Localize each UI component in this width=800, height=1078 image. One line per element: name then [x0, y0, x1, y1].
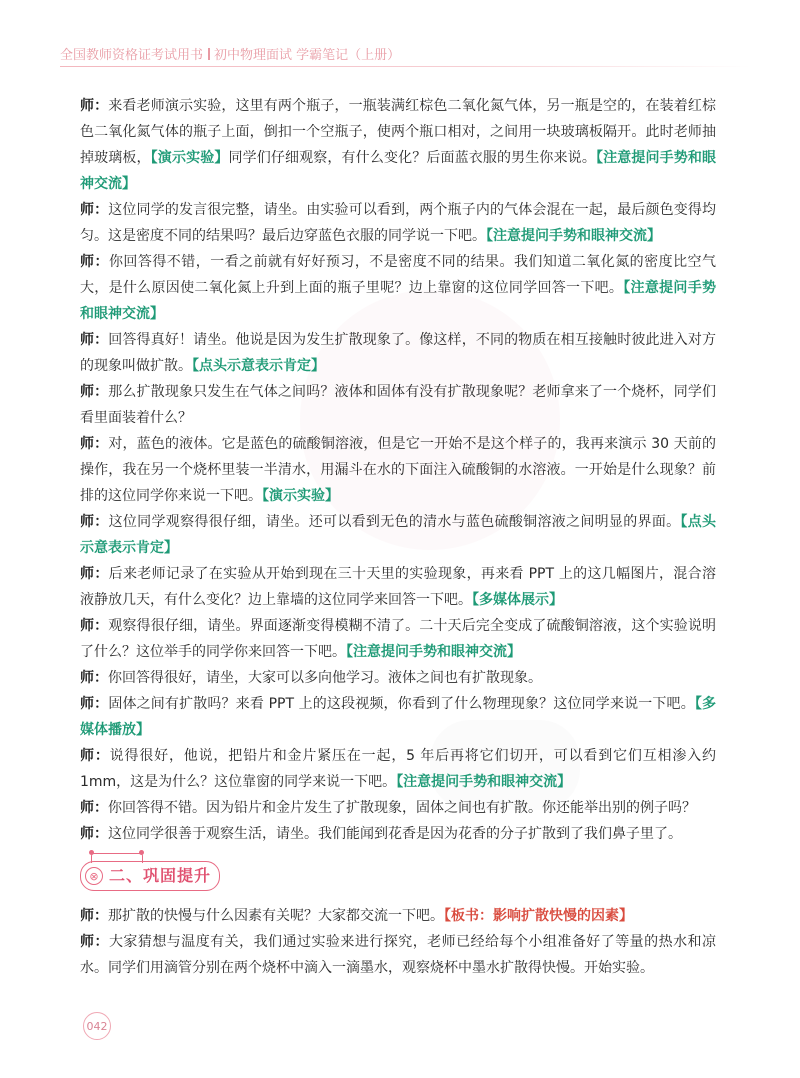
dialogue-text: 观察得很仔细，请坐。界面逐渐变得模糊不清了。二十天后完全变成了硫酸铜溶液，这个实验说明了什么？这位举手的同学你来回答一下吧。 [80, 618, 717, 660]
stage-direction-tag: 【点头示意表示肯定】 [192, 358, 325, 374]
stage-direction-tag: 【点头示意表示肯定】 [80, 514, 717, 556]
circuit-node-decoration [89, 850, 94, 855]
dialogue-paragraph [80, 93, 716, 197]
speaker-label: 师： [80, 384, 109, 400]
stage-direction-tag: 【注意提问手势和眼神交流】 [80, 150, 717, 192]
running-header [60, 44, 760, 64]
board-writing-tag: 【板书：影响扩散快慢的因素】 [444, 908, 633, 924]
dialogue-paragraph [80, 743, 716, 795]
dialogue-text: 这位同学的发言很完整，请坐。由实验可以看到，两个瓶子内的气体会混在一起，最后颜色变得均匀。这是密度不同的结果吗？最后边穿蓝色衣服的同学说一下吧。 [80, 202, 717, 244]
dialogue-text: 你回答得很好，请坐，大家可以多向他学习。液体之间也有扩散现象。 [108, 670, 542, 686]
stage-direction-tag: 【注意提问手势和眼神交流】 [346, 644, 521, 660]
speaker-label: 师： [80, 436, 109, 452]
speaker-label: 师： [80, 748, 110, 764]
speaker-label: 师： [80, 254, 109, 270]
stage-direction-tag: 【演示实验】 [150, 150, 229, 166]
header-divider [208, 48, 210, 60]
dialogue-text: 后来老师记录了在实验从开始到现在三十天里的实验现象，再来看 PPT 上的这几幅图片，混合溶液静放几天，有什么变化？边上靠墙的这位同学来回答一下吧。 [80, 566, 716, 608]
speaker-label: 师： [80, 98, 109, 114]
speaker-label: 师： [80, 826, 108, 842]
dialogue-text: 那扩散的快慢与什么因素有关呢？大家都交流一下吧。 [108, 908, 444, 924]
stage-direction-tag: 【注意提问手势和眼神交流】 [80, 280, 717, 322]
header-series-title: 全国教师资格证考试用书 [60, 48, 204, 63]
dialogue-text: 对，蓝色的液体。它是蓝色的硫酸铜溶液，但是它一开始不是这个样子的，我再来演示 30 天前的操作，我在另一个烧杯里装一半清水，用漏斗在水的下面注入硫酸铜的水溶液。一开始是什么现象？前排的这位同学你来说一下吧。 [80, 436, 717, 504]
dialogue-text: 说得很好，他说，把铅片和金片紧压在一起，5 年后再将它们切开，可以看到它们互相渗入约 1mm，这是为什么？这位靠窗的同学来说一下吧。 [80, 748, 717, 790]
stage-direction-tag: 【多媒体展示】 [472, 592, 563, 608]
header-rule [60, 66, 750, 67]
page-number: 042 [86, 1019, 108, 1033]
speaker-label: 师： [80, 934, 109, 950]
header-book-title: 初中物理面试 学霸笔记（上册） [214, 48, 401, 63]
dialogue-text: 固体之间有扩散吗？来看 PPT 上的这段视频，你看到了什么物理现象？这位同学来说一下吧。 [108, 696, 695, 712]
speaker-label: 师： [80, 670, 108, 686]
circuit-node-decoration [139, 850, 144, 855]
speaker-label: 师： [80, 696, 109, 712]
speaker-label: 师： [80, 618, 109, 634]
stage-direction-tag: 【注意提问手势和眼神交流】 [486, 228, 661, 244]
dialogue-text: 这位同学观察得很仔细，请坐。还可以看到无色的清水与蓝色硫酸铜溶液之间明显的界面。 [108, 514, 681, 530]
dialogue-paragraph [80, 613, 716, 665]
speaker-label: 师： [80, 514, 109, 530]
section-heading-badge [80, 861, 220, 891]
stage-direction-tag: 【多媒体播放】 [80, 696, 717, 738]
dialogue-paragraph [80, 431, 716, 509]
dialogue-paragraph [80, 821, 716, 847]
speaker-label: 师： [80, 800, 108, 816]
dialogue-text: 同学们仔细观察，有什么变化？后面蓝衣服的男生你来说。 [228, 150, 596, 166]
dialogue-paragraph [80, 561, 716, 613]
page-number-badge [83, 1012, 111, 1040]
dialogue-paragraph [80, 327, 716, 379]
dialogue-text: 这位同学很善于观察生活，请坐。我们能闻到花香是因为花香的分子扩散到了我们鼻子里了。 [108, 826, 682, 842]
section-title: 二、巩固提升 [109, 866, 212, 885]
dialogue-text: 大家猜想与温度有关，我们通过实验来进行探究，老师已经给每个小组准备好了等量的热水和凉水。同学们用滴管分别在两个烧杯中滴入一滴墨水，观察烧杯中墨水扩散得快慢。开始实验。 [80, 934, 717, 976]
dialogue-text: 来看老师演示实验，这里有两个瓶子，一瓶装满红棕色二氧化氮气体，另一瓶是空的，在装着红棕色二氧化氮气体的瓶子上面，倒扣一个空瓶子，使两个瓶口相对，之间用一块玻璃板隔开。此时老师抽掉玻璃板， [80, 98, 717, 166]
speaker-label: 师： [80, 908, 108, 924]
dialogue-paragraph [80, 903, 716, 929]
dialogue-paragraph [80, 929, 716, 981]
main-content [80, 93, 716, 981]
dialogue-paragraph [80, 665, 716, 691]
dialogue-paragraph [80, 379, 716, 431]
stage-direction-tag: 【演示实验】 [262, 488, 339, 504]
circuit-lamp-icon: ⊗ [85, 867, 103, 885]
dialogue-paragraph [80, 691, 716, 743]
dialogue-text: 你回答得不错。因为铅片和金片发生了扩散现象，固体之间也有扩散。你还能举出别的例子吗？ [108, 800, 696, 816]
section-heading [80, 859, 716, 893]
speaker-label: 师： [80, 566, 109, 582]
dialogue-paragraph [80, 249, 716, 327]
circuit-wire-decoration [91, 853, 143, 863]
dialogue-text: 回答得真好！请坐。他说是因为发生扩散现象了。像这样，不同的物质在相互接触时彼此进入对方的现象叫做扩散。 [80, 332, 717, 374]
dialogue-text: 你回答得不错，一看之前就有好好预习，不是密度不同的结果。我们知道二氧化氮的密度比空气大，是什么原因使二氧化氮上升到上面的瓶子里呢？边上靠窗的这位同学回答一下吧。 [80, 254, 717, 296]
dialogue-paragraph [80, 795, 716, 821]
dialogue-paragraph [80, 509, 716, 561]
dialogue-paragraph [80, 197, 716, 249]
dialogue-text: 那么扩散现象只发生在气体之间吗？液体和固体有没有扩散现象呢？老师拿来了一个烧杯，同学们看里面装着什么？ [80, 384, 717, 426]
speaker-label: 师： [80, 202, 109, 218]
speaker-label: 师： [80, 332, 109, 348]
stage-direction-tag: 【注意提问手势和眼神交流】 [396, 774, 572, 790]
